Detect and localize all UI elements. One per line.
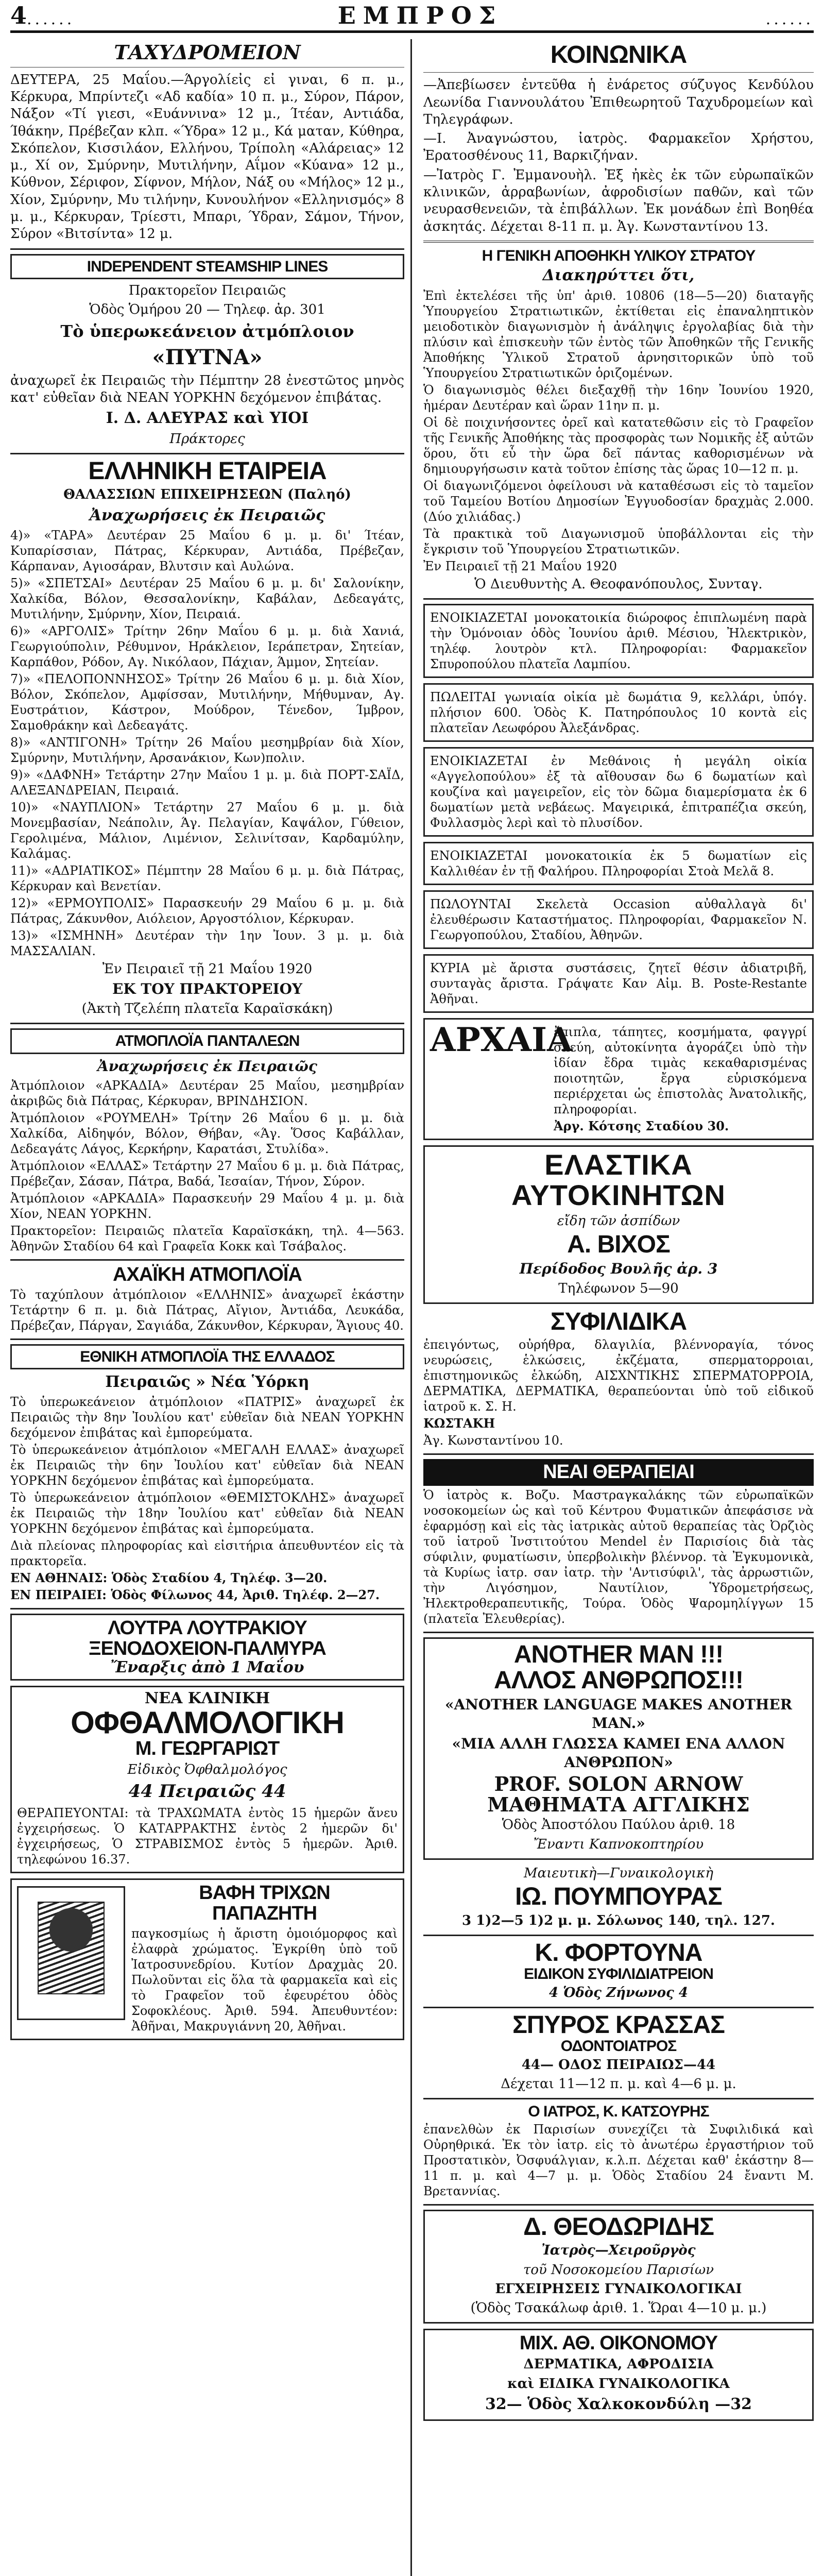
list-item: —Ἰατρὸς Γ. Ἐμμανουὴλ. Ἐξ ἠκὲς ἐκ τῶν εὐρωπαϊκῶν κλινικῶν, ἀρραβωνίων, ἀφροδισίων παθῶν, καὶ τῶν νευρασθενειῶν, τὰ ἐπιβάλλων. Ἐκ μονάδων ἐπὶ Βοηθέα ἀσκητάς. Δέχεται 8-11 π. μ. Ἀγ. Κωνσταντίνου 13. — [423, 167, 814, 234]
tyres-line2: ΑΥΤΟΚΙΝΗΤΩΝ — [511, 1178, 726, 1211]
right-column — [418, 39, 814, 2576]
general-title: Η ΓΕΝΙΚΗ ΑΠΟΘΗΚΗ ΥΛΙΚΟΥ ΣΤΡΑΤΟΥ — [482, 247, 756, 264]
list-item: Τὸ ὑπερωκεάνειον ἀτμόπλοιον «ΜΕΓΑΛΗ ΕΛΛΑΣ» ἀναχωρεῖ ἐκ Πειραιῶς τὴν 6ην Ἰουλίου κατ' εὐθεῖαν διὰ ΝΕΑΝ ΥΟΡΚΗΝ δεχόμενον ἐπιβάτας καὶ ἐμπορεύματα. — [10, 1443, 404, 1488]
theodoridis-address: (Ὁδὸς Τσακάλωφ ἀριθ. 1. Ὥραι 4—10 μ. μ.) — [470, 2300, 767, 2316]
section-post-office — [10, 42, 404, 243]
masthead — [10, 0, 814, 33]
list-item: 13)» «ΙΣΜΗΝΗ» Δευτέραν τὴν 1ην Ἰουν. 3 μ. μ. διὰ ΜΑΣΣΑΛΙΑΝ. — [10, 928, 404, 958]
hellenic-company-footer: Ἐν Πειραιεῖ τῇ 21 Μαΐου 1920 — [102, 961, 313, 977]
section-general-depot — [423, 248, 814, 593]
list-item: 11)» «ΑΔΡΙΑΤΙΚΟΣ» Πέμπτην 28 Μαΐου 6 μ. μ. διὰ Πάτρας, Κέρκυραν καὶ Βενετίαν. — [10, 863, 404, 893]
fortounas-name: Κ. ΦΟΡΤΟΥΝΑ — [535, 1939, 702, 1967]
ophthalmology-specialty: Εἰδικὸς Ὀφθαλμολόγος — [127, 1762, 287, 1778]
another-man-title-en: ANOTHER MAN !!! — [513, 1640, 724, 1668]
pumpouras-hours: 3 1)2—5 1)2 μ. μ. Σόλωνος 140, τηλ. 127. — [462, 1912, 775, 1928]
tyres-line3: εἴδη τῶν ἀσπίδων — [557, 1213, 680, 1229]
oikonomou-name: ΜΙΧ. ΑΘ. ΟΙΚΟΝΟΜΟΥ — [519, 2332, 718, 2354]
section-tyres — [423, 1145, 814, 1304]
section-hellenic-company — [10, 459, 404, 1018]
therapies-text: Ὁ ἰατρὸς κ. Βοζυ. Μαστραγκαλάκης τῶν εὐρωπαϊκῶν νοσοκομείων ὡς καὶ τοῦ Κέντρου Φυματικῶν ἀπεφάσισε νὰ ἐφαρμόσῃ καὶ εἰς τὰς ἰατρικὰς αὐτοῦ θεραπείας τὰς Ὀρζιὸς τοῦ ἰατροῦ Ἰνστιτούτου Mendel ἐν Παρισίοις διὰ τὰς σύφιλιν, φυματίωσιν, ὑπερβολικὴν βλέννορ. τὰ Ἐγκυμονικὰ, τὰ Κυρίως ἰατρ. σαν ἰατρ. τὴν 'Αντισύφιλ', τὰς ἀρρωστιῶν, τὴν Λιγόσημον, Ναυτίλιον, Ὑδρομετρήσεως, Ἠλεκτροθεραπευτικῆς, Τούρα. Ὁδὸς Ψαρομηλίγγων 15 (πλατεῖα Ἐλευθερίας). — [423, 1487, 814, 1626]
divider — [10, 1608, 404, 1609]
list-item: 5)» «ΣΠΕΤΣΑΙ» Δευτέραν 25 Μαΐου 6 μ. μ. δι' Σαλονίκην, Χαλκίδα, Βόλον, Θεσσαλονίκην, Καβάλαν, Δεδεαγάτς, Μυτιλήνην, Σμύρνην, Χίον, Πειραιά. — [10, 575, 404, 621]
section-another-man — [423, 1637, 814, 1860]
classified-sale-2 — [423, 890, 814, 949]
pantaleon-title: ΑΤΜΟΠΛΟΪΑ ΠΑΝΤΑΛΕΩΝ — [10, 1028, 404, 1054]
post-office-title: ΤΑΧΥΔΡΟΜΕΙΟΝ — [114, 41, 301, 64]
post-office-text: ΔΕΥΤΕΡΑ, 25 Μαΐου.—Άργολίεἰς εἰ γιναι, 6 π. μ., Κέρκυρα, Μπρίντεζι «Αδ καδία» 10 π. μ., Σύρον, Πάρον, Νάξον «Τί γιεσι, «Ευάννινα» 12 μ., Ίτέαν, Αντιάδα, Ίθάκην, Πρέβεζαν κλπ. «Ύδρα» 12 μ., Κά ματαν, Κύθηρα, Σκόπελον, Κισσιλάον, Ελλήνου, Τρίπολη «Αλάρειας» 12 μ., Χί ον, Σμύρνην, Μυτιλήνην, Αΐμον «Κύανα» 12 μ., Κύθνον, Σέριφον, Σίφνον, Μήλον, Νάξ ου «Μήλος» 12 μ., Χίον, Σμύρνην, Μυ τιλήνην, Κυνουλήνον «Ελληνισμός» 8 μ. μ., Κέρκυραν, Τρίεστι, Μπαρι, Ύδραν, Σάμον, Τήνον, Σύρον «Βιτσίντα» 12 μ. — [10, 72, 404, 242]
steamship-agents-role: Πράκτορες — [169, 431, 245, 447]
steamship-text: ἀναχωρεῖ ἐκ Πειραιῶς τὴν Πέμπτην 28 ἐνεστῶτος μηνὸς κατ' εὐθεῖαν διὰ ΝΕΑΝ ΥΟΡΚΗΝ δεχόμενον ἐπιβάτας. — [10, 372, 404, 405]
hellenic-company-office: ΕΚ ΤΟΥ ΠΡΑΚΤΟΡΕΙΟΥ — [112, 980, 303, 998]
section-antiques — [423, 1018, 814, 1140]
section-achaiki — [10, 1265, 404, 1333]
therapies-title: ΝΕΑΙ ΘΕΡΑΠΕΙΑΙ — [423, 1459, 814, 1486]
general-subtitle: Διακηρύττει ὅτι, — [542, 266, 695, 285]
ophthalmology-text: ΘΕΡΑΠΕΥΟΝΤΑΙ: τὰ ΤΡΑΧΩΜΑΤΑ ἐντὸς 15 ἡμερῶν ἄνευ ἐγχειρήσεως. Ὁ ΚΑΤΑΡΡΑΚΤΗΣ ἐντὸς 2 ἡμερῶν δι' ἐγχειρήσεως, Ὁ ΣΤΡΑΒΙΣΜΟΣ ἐντὸς 5 ἡμερῶν. Ἀριθ. τηλεφώνου 16.37. — [17, 1805, 398, 1867]
divider — [10, 1023, 404, 1024]
hellenic-company-office-address: (Ἀκτὴ Τζελέπη πλατεῖα Καραϊσκάκη) — [81, 1001, 333, 1017]
newspaper-name: ΕΜΠΡΟΣ — [337, 2, 503, 29]
national-title: ΕΘΝΙΚΗ ΑΤΜΟΠΛΟΪΑ ΤΗΣ ΕΛΛΑΔΟΣ — [10, 1344, 404, 1370]
divider — [10, 453, 404, 454]
list-item: Ἀτμόπλοιον «ΑΡΚΑΔΙΑ» Δευτέραν 25 Μαΐου, μεσημβρίαν ἀκριβῶς διὰ Πάτρας, Κέρκυραν, ΒΡΙΝΔΗΣΙΟΝ. — [10, 1078, 404, 1108]
general-paragraph: Τὰ πρακτικὰ τοῦ Διαγωνισμοῦ ὑποβάλλονται εἰς τὴν ἔγκρισιν τοῦ Ὑπουργείου Στρατιωτικῶν. — [423, 526, 814, 556]
list-item: Ἀτμόπλοιον «ΡΟΥΜΕΛΗ» Τρίτην 26 Μαΐου 6 μ. μ. διὰ Χαλκίδα, Αἰδηψόν, Βόλον, Θήβαν, «Άγ. Ὅσος Καβάλλαν, Δεδεαγάτς Λάγος, Κερκήρην, Καρατάσι, Στυλίδα». — [10, 1110, 404, 1156]
general-paragraph: Ὁ διαγωνισμὸς θέλει διεξαχθῇ τὴν 16ην Ἰουνίου 1920, ἡμέραν Δευτέραν καὶ ὥραν 11ην π. μ. — [423, 382, 814, 413]
hair-dye-name: ΠΑΠΑΖΗΤΗ — [212, 1902, 317, 1924]
section-steamship-lines — [10, 254, 404, 448]
national-piraeus: ΕΝ ΠΕΙΡΑΙΕΙ: Ὁδὸς Φίλωνος 44, Ἀριθ. Τηλέφ. 2—27. — [10, 1587, 380, 1603]
loutraki-line2: ΞΕΝΟΔΟΧΕΙΟΝ-ΠΑΛΜΥΡΑ — [89, 1638, 326, 1660]
list-item: 4)» «ΤΑΡΑ» Δευτέραν 25 Μαΐου 6 μ. μ. δι' Ίτέαν, Κυπαρίσσιαν, Πάτρας, Κέρκυραν, Αντιάδα, Πρέβεζαν, Κάρπαναν, Αγιοσάραν, Βλυτσιν καὶ Αυλώνα. — [10, 528, 404, 573]
section-loutraki — [10, 1614, 404, 1680]
section-theodoridis — [423, 2210, 814, 2324]
section-hair-dye — [10, 1878, 404, 2040]
tyres-name: Α. ΒΙΧΟΣ — [567, 1230, 670, 1258]
social-title: ΚΟΙΝΩΝΙΚΑ — [550, 41, 687, 69]
krassas-title: ΟΔΟΝΤΟΙΑΤΡΟΣ — [560, 2038, 677, 2055]
national-footer: Διὰ πλείονας πληροφορίας καὶ εἰσιτήρια ἀπευθυντέον εἰς τὰ πρακτορεῖα. — [10, 1538, 404, 1569]
theodoridis-specialty: ΕΓΧΕΙΡΗΣΕΙΣ ΓΥΝΑΙΚΟΛΟΓΙΚΑΙ — [495, 2281, 742, 2297]
divider — [423, 1632, 814, 1633]
krassas-address: 44— ΟΔΟΣ ΠΕΙΡΑΙΩΣ—44 — [521, 2057, 716, 2073]
fortounas-specialty: ΕΙΔΙΚΟΝ ΣΥΦΙΛΙΔΙΑΤΡΕΙΟΝ — [524, 1965, 713, 1983]
antiques-text: ἔπιπλα, τάπητες, κοσμήματα, φαγγρί σκεύη, αὐτοκίνητα ἀγοράζει ὑπὸ τὴν ἰδίαν ἔδρα τιμὰς κεκαθαρισμένας ποιοτητῶν, ἔργα εὑρισκόμενα περιέρχεται ὡς ἐπιστολὰς Ἀνατολικῆς, πληροφορίαι. — [554, 1024, 807, 1116]
oikonomou-specialty: ΔΕΡΜΑΤΙΚΑ, ΑΦΡΟΔΙΣΙΑ — [523, 2357, 714, 2372]
classified-text: ΚΥΡΙΑ μὲ ἄριστα συστάσεις, ζητεῖ θέσιν ἀδιατριβῆ, συνταγὰς ἄριστα. Γράψατε Καν Αἰμ. Β. Poste-Restante Ἀθῆναι. — [430, 960, 807, 1006]
list-item: —Ι. Ἀναγνώστου, ἰατρὸς. Φαρμακεῖον Χρήστου, Ἐρατοσθένους 11, Βαρκιζήναν. — [423, 131, 814, 164]
tyres-line1: ΕΛΑΣΤΙΚΑ — [544, 1148, 693, 1181]
list-item: Τὸ ὑπερωκεάνειον ἀτμόπλοιον «ΘΕΜΙΣΤΟΚΛΗΣ» ἀναχωρεῖ ἐκ Πειραιῶς τὴν 18ην Ἰουλίου κατ' εὐθεῖαν διὰ ΝΕΑΝ ΥΟΡΚΗΝ δεχόμενον ἐπιβάτας καὶ ἐμπορεύματα. — [10, 1490, 404, 1536]
oikonomou-address: 32— Ὁδὸς Χαλκοκονδύλη —32 — [485, 2395, 752, 2413]
classified-sale — [423, 683, 814, 742]
syphilis-title: ΣΥΦΙΛΙΔΙΚΑ — [550, 1308, 687, 1336]
list-item: Ἀτμόπλοιον «ΑΡΚΑΔΙΑ» Παρασκευήν 29 Μαΐου 4 μ. μ. διὰ Χίον, ΝΕΑΝ ΥΟΡΚΗΝ. — [10, 1191, 404, 1221]
ophthalmology-title: ΟΦΘΑΛΜΟΛΟΓΙΚΗ — [71, 1705, 344, 1740]
divider — [423, 1935, 814, 1936]
loutraki-line3: Ἔναρξις ἀπὸ 1 Μαΐου — [110, 1658, 304, 1677]
pumpouras-pre: Μαιευτικὴ—Γυναικολογικὴ — [524, 1865, 713, 1881]
pantaleon-departures: Ἀναχωρήσεις ἐκ Πειραιῶς — [97, 1057, 317, 1075]
section-ophthalmology — [10, 1686, 404, 1873]
section-pantaleon — [10, 1028, 404, 1253]
syphilis-name: ΚΩΣΤΑΚΗ — [423, 1415, 495, 1431]
section-national-line — [10, 1344, 404, 1603]
page-number: 4 — [10, 2, 27, 29]
section-krassas — [423, 2012, 814, 2093]
hellenic-company-subtitle: ΘΑΛΑΣΣΙΩΝ ΕΠΙΧΕΙΡΗΣΕΩΝ (Παληό) — [63, 487, 351, 503]
divider — [10, 1338, 404, 1340]
hair-dye-text: παγκοσμίως ἡ ἄριστη ὁμοιόμορφος καὶ ἐλαφρὰ χρώματος. Ἐγκρίθη ὑπὸ τοῦ Ἰατροσυνεδρίου. Κυτίον Δραχμὰς 20. Πωλοῦνται εἰς ὅλα τὰ φαρμακεῖα καὶ εἰς τὸ Γραφεῖον τοῦ ἐφευρέτου ὁδὸς Σοφοκλέους. Ἀριθ. 594. Ἀπευθυντέον: Ἀθῆναι, Μακρυγιάννη 20, Ἀθῆναι. — [131, 1926, 398, 2033]
list-item: 6)» «ΑΡΓΟΛΙΣ» Τρίτην 26ην Μαΐου 6 μ. μ. διὰ Χανιά, Γεωργιούπολιν, Ρέθυμνον, Ηράκλειον, Ιεράπετραν, Σητείαν, Καρπάθον, Ρόδον, Αγ. Νικόλαον, Πάχιαν, Άμμον, Σητείαν. — [10, 623, 404, 669]
masthead-dots: ...... — [27, 10, 75, 28]
hellenic-company-departures: Ἀναχωρήσεις ἐκ Πειραιῶς — [89, 506, 325, 524]
classified-rent-2 — [423, 747, 814, 837]
divider — [423, 241, 814, 243]
national-athens: ΕΝ ΑΘΗΝΑΙΣ: Ὁδὸς Σταδίου 4, Τηλέφ. 3—20. — [10, 1570, 328, 1586]
divider — [10, 248, 404, 250]
classified-rent-1 — [423, 604, 814, 678]
classified-text: ΕΝΟΙΚΙΑΖΕΤΑΙ μονοκατοικία διώροφος ἐπιπλωμένη παρὰ τὴν Ὁμόνοιαν ὁδὸς Ἰουνίου ἀριθ. Μέσιου, Ἠλεκτρικὸν, τηλέφ. λουτρὸν κτλ. Πληροφορίαι: Φαρμακεῖον Σπυροπούλου πλατεῖα Λαμπίου. — [430, 610, 807, 671]
classified-text: ΕΝΟΙΚΙΑΖΕΤΑΙ ἐν Μεθάνοις ἡ μεγάλη οἰκία «Αγγελοπούλου» ἐξ τὰ αἴθουσαν δω 6 δωματίων καὶ κουζίνα καὶ μαγειρεῖον, εἰς τὸν δῶμα διαμερίσματα ἐκ 6 δωματίων μετὰ νεβάεως. Μαγειρικά, ἐπιτραπέζια σκεύη, Φυλλασμὸς λερὶ καὶ τὸ πλυσίδον. — [430, 753, 807, 830]
hellenic-company-list — [10, 528, 404, 959]
general-paragraph: Οἱ διαγωνιζόμενοι ὀφείλουσι νὰ καταθέσωσι εἰς τὸ ταμεῖον τοῦ Ταμείου Βοτίου Δημοσίων Ἐγγυοδοσίαν δραχμὰς 2.000. (Δύο χιλιάδας.) — [423, 478, 814, 524]
national-route: Πειραιῶς » Νέα Ὑόρκη — [105, 1373, 310, 1392]
ophthalmology-doctor: Μ. ΓΕΩΡΓΑΡΙΩΤ — [135, 1738, 280, 1760]
classified-rent-3 — [423, 842, 814, 885]
divider — [423, 72, 814, 73]
classified-text: ΠΩΛΟΥΝΤΑΙ Σκελετὰ Occasion αὐθαλλαγὰ δι' ἐλευθέρωσιν Καταστήματος. Πληροφορίαι, Φαρμακεῖον Ν. Γεωργοπούλου, Σταδίου, Ἀθηνῶν. — [430, 896, 807, 942]
divider — [423, 2204, 814, 2206]
steamship-agents-name: Ι. Δ. ΑΛΕΥΡΑΣ καὶ ΥΙΟΙ — [106, 409, 309, 428]
list-item: 10)» «ΝΑΥΠΛΙΟΝ» Τετάρτην 27 Μαΐου 6 μ. μ. διὰ Μονεμβασίαν, Νεάπολιν, Άγ. Πελαγίαν, Καψάλον, Γύθειον, Γερολιμένα, Μάλιον, Λιμένιον, Σελινίτσαν, Καρδαμύλην, Καλάμας. — [10, 800, 404, 861]
list-item: 7)» «ΠΕΛΟΠΟΝΝΗΣΟΣ» Τρίτην 26 Μαΐου 6 μ. μ. διὰ Χίον, Βόλον, Σκόπελον, Αμφίσσαν, Μυτιλήνην, Μήθυμναν, Αγ. Ευστράτιον, Κάστρον, Μούδρον, Τένεδον, Ίμβρον, Σαμοθράκην καὶ Δεδεαγάτς. — [10, 671, 404, 733]
general-date: Ἐν Πειραιεῖ τῇ 21 Μαΐου 1920 — [423, 558, 617, 573]
hellenic-company-title: ΕΛΛΗΝΙΚΗ ΕΤΑΙΡΕΙΑ — [88, 457, 327, 485]
katsouris-text: ἐπανελθὼν ἐκ Παρισίων συνεχίζει τὰ Συφιλιδικά καὶ Οὐρηθρικά. Ἐκ τὸν ἰατρ. εἰς τὸ ἀνωτέρω ἐργαστήριον τοῦ Προστατικὸν, Ὀσφυάλγιαν, κ.λ.π. Δέχεται καθ' ἑκάστην 8—11 π. μ. καὶ 4—7 μ. μ. Ὁδὸς Σταδίου 24 ἔναντι Μ. Βρεταννίας. — [423, 2122, 814, 2198]
divider — [423, 2007, 814, 2008]
another-man-name: PROF. SOLON ARNOW — [494, 1772, 743, 1795]
list-item: 8)» «ΑΝΤΙΓΟΝΗ» Τρίτην 26 Μαΐου μεσημβρίαν διὰ Χίον, Σμύρνην, Μυτιλήνην, Αρσανάκιον, Κων)πολιν. — [10, 735, 404, 765]
fortounas-address: 4 Ὁδὸς Ζήνωνος 4 — [548, 1985, 689, 2001]
ophthalmology-address: 44 Πειραιῶς 44 — [128, 1781, 286, 1802]
divider — [423, 2098, 814, 2099]
theodoridis-title: Ἰατρὸς—Χειροῦργὸς — [541, 2243, 696, 2259]
achaiki-text: Τὸ ταχύπλουν ἀτμόπλοιον «ΕΛΛΗΝΙΣ» ἀναχωρεῖ ἑκάστην Τετάρτην 6 π. μ. διὰ Πάτρας, Αἴγιον, Ἀντιάδα, Λευκάδα, Πρέβεζαν, Πάργαν, Σαγιάδα, Ζάκυνθον, Κέρκυραν, Ἅγιους 40. — [10, 1287, 404, 1333]
another-man-address: Ὁδὸς Ἀποστόλου Παύλου ἀριθ. 18 — [502, 1817, 735, 1833]
loutraki-line1: ΛΟΥΤΡΑ ΛΟΥΤΡΑΚΙΟΥ — [108, 1617, 307, 1639]
list-item: Τὸ ὑπερωκεάνειον ἀτμόπλοιον «ΠΑΤΡΙΣ» ἀναχωρεῖ ἐκ Πειραιῶς τὴν 8ην Ἰουλίου κατ' εὐθεῖαν διὰ ΝΕΑΝ ΥΟΡΚΗΝ δεχόμενον ἐπιβάτας καὶ ἐμπορεύματα. — [10, 1395, 404, 1440]
steamship-agent: Πρακτορεῖον Πειραιῶς — [128, 283, 286, 299]
another-man-quote-en: «ANOTHER LANGUAGE MAKES ANOTHER MAN.» — [444, 1696, 793, 1732]
classified-text: ΕΝΟΙΚΙΑΖΕΤΑΙ μονοκατοικία ἐκ 5 δωματίων εἰς Καλλιθέαν ἐν τῇ Φαλήρου. Πληροφορίαι Στοὰ Μελᾶ 8. — [430, 848, 807, 878]
divider — [10, 1259, 404, 1261]
list-item: 12)» «ΕΡΜΟΥΠΟΛΙΣ» Παρασκευήν 29 Μαΐου 6 μ. μ. διὰ Πάτρας, Ζάκυνθον, Αιόλειον, Αργοστόλιον, Κέρκυραν. — [10, 895, 404, 926]
tyres-address: Περίδοδος Βουλῆς ἀρ. 3 — [519, 1260, 718, 1278]
theodoridis-sub: τοῦ Νοσοκομείου Παρισίων — [523, 2262, 714, 2278]
tyres-phone: Τηλέφωνον 5—90 — [558, 1281, 679, 1297]
section-new-therapies — [423, 1459, 814, 1626]
section-oikonomou — [423, 2329, 814, 2421]
general-paragraph: Οἱ δὲ ποιχινήσοντες ὀρεῖ καὶ κατατεθῶσιν εἰς τὸ Γραφεῖον τῆς Γενικῆς Ἀποθήκης τὰς προσφορὰς των Νομικῆς ἐξ αὐτῶν ὅρου, ὅτι εὗ τὴν ὥρα δεῖ πάντας καθορισμένων νὰ δημιουργήσωσιν κατὰ τοῦτον ἐπίσης τὰς ὥρας 10—12 π. μ. — [423, 415, 814, 476]
section-fortounas — [423, 1940, 814, 2002]
section-syphilis — [423, 1309, 814, 1448]
list-item: Ἀτμόπλοιον «ΕΛΛΑΣ» Τετάρτην 27 Μαΐου 6 μ. μ. διὰ Πάτρας, Πρέβεζαν, Σάσαν, Πάτρα, Βαδά, Ἰεσαίαν, Τήνον, Σύρον. — [10, 1158, 404, 1189]
antiques-title: ΑΡΧΑΙΑ — [430, 1020, 573, 1059]
another-man-near: Ἔναντι Καπνοκοπτηρίου — [533, 1836, 704, 1852]
steamship-ship-line: Τὸ ὑπερωκεάνειον ἀτμόπλοιον — [60, 321, 354, 341]
krassas-hours: Δέχεται 11—12 π. μ. καὶ 4—6 μ. μ. — [501, 2076, 736, 2092]
portrait-image — [38, 1902, 105, 1994]
classified-text: ΠΩΛΕΙΤΑΙ γωνιαία οἰκία μὲ δωμάτια 9, κελλάρι, ὑπόγ. πλήσιον 600. Ὁδὸς Κ. Πατηρόπουλος 10 κοντὰ εἰς πλατεῖαν Λεωφόρου Ἀλεξάνδρας. — [430, 689, 807, 735]
pumpouras-name: ΙΩ. ΠΟΥΜΠΟΥΡΑΣ — [515, 1883, 722, 1911]
syphilis-text: ἐπειγόντως, οὐρήθρα, δλαγιλία, βλέννοραγία, τόνος νευρώσεις, ἑλκώσεις, ἐκζέματα, σπερματορροιαι, ἐπιστημονικῶς ἑλκώδη, ΑΙΣΧΝΤΙΚΗΣ ΣΠΕΡΜΑΤΟΡΡΟΙΑ, ΔΕΡΜΑΤΙΚΑ, ΔΕΡΜΑΤΙΚΑ, θεραπεύονται ὑπὸ τοῦ εἰδικοῦ ἰατροῦ κ. Σ. Η. — [423, 1337, 814, 1414]
steamship-address: Ὁδὸς Ὁμήρου 20 — Τηλεφ. ἀρ. 301 — [89, 302, 325, 318]
list-item: 9)» «ΔΑΦΝΗ» Τετάρτην 27ην Μαΐου 1 μ. μ. διὰ ΠΟΡΤ-ΣΑΪΔ, ΑΛΕΞΑΝΔΡΕΙΑΝ, Πειραιά. — [10, 767, 404, 798]
syphilis-address: Ἀγ. Κωνσταντίνου 10. — [423, 1433, 563, 1448]
steamship-title: INDEPENDENT STEAMSHIP LINES — [10, 254, 404, 280]
antiques-address: Ἀργ. Κότσης Σταδίου 30. — [554, 1118, 729, 1133]
section-katsouris — [423, 2104, 814, 2199]
list-item: —Ἀπεβίωσεν ἐντεῦθα ἡ ἐνάρετος σύζυγος Κενδύλου Λεωνίδα Γιαννουλάτου Ἐπιθεωρητοῦ Ταχυδρομείων καὶ Τηλεγράφων. — [423, 77, 814, 127]
section-social — [423, 42, 814, 235]
general-signature: Ὁ Διευθυντὴς Α. Θεοφανόπουλος, Συνταγ. — [474, 576, 763, 592]
another-man-subject: ΜΑΘΗΜΑΤΑ ΑΓΓΛΙΚΗΣ — [487, 1792, 750, 1816]
krassas-name: ΣΠΥΡΟΣ ΚΡΑΣΣΑΣ — [512, 2011, 725, 2039]
another-man-title-gr: ΑΛΛΟΣ ΑΝΘΡΩΠΟΣ!!! — [493, 1666, 744, 1694]
section-pumpouras — [423, 1865, 814, 1929]
steamship-ship-name: «ΠΥΤΝΑ» — [152, 345, 263, 369]
katsouris-title: Ο ΙΑΤΡΟΣ, Κ. ΚΑΤΣΟΥΡΗΣ — [528, 2103, 709, 2121]
masthead-dots-right: ...... — [765, 10, 814, 28]
achaiki-title: ΑΧΑΪΚΗ ΑΤΜΟΠΛΟΪΑ — [113, 1263, 302, 1285]
another-man-quote-gr: «ΜΙΑ ΑΛΛΗ ΓΛΩΣΣΑ ΚΑΜΕΙ ΕΝΑ ΑΛΛΟΝ ΑΝΘΡΩΠΟΝ» — [452, 1735, 785, 1771]
theodoridis-name: Δ. ΘΕΟΔΩΡΙΔΗΣ — [523, 2213, 714, 2241]
hair-dye-title: ΒΑΦΗ ΤΡΙΧΩΝ — [199, 1882, 330, 1904]
general-paragraph: Ἐπὶ ἐκτελέσει τῆς ὑπ' ἀριθ. 10806 (18—5—20) διαταγῆς Ὑπουργείου Στρατιωτικῶν, ἐκτίθεται εἰς ἐπαναληπτικὸν μειοδοτικὸν διαγωνισμὸν ἡ ἀνάληψις ἐργολαβίας διὰ τὴν πλύσιν καὶ ἐπισκευὴν τῶν ἐντὸς τῶν Ἀποθηκῶν τῆς Γενικῆς Ἀποθήκης Ὑλικοῦ Στρατοῦ ἀρνησιτορικῶν ὑπὸ τοῦ Ὑπουργείου Στρατιωτικῶν ὁριζομένων. — [423, 288, 814, 380]
pantaleon-footer: Πρακτορεῖον: Πειραιῶς πλατεῖα Καραϊσκάκη, τηλ. 4—563. Ἀθηνῶν Σταδίου 64 καὶ Γραφεῖα Κοκκ καὶ Τσάβαλος. — [10, 1223, 404, 1253]
hair-dye-illustration — [17, 1886, 125, 2020]
left-column — [10, 39, 412, 2576]
divider — [423, 1453, 814, 1455]
oikonomou-specialty-2: καὶ ΕΙΔΙΚΑ ΓΥΝΑΙΚΟΛΟΓΙΚΑ — [507, 2376, 730, 2392]
classified-lady — [423, 954, 814, 1013]
divider — [423, 598, 814, 600]
ophthalmology-pre: ΝΕΑ ΚΛΙΝΙΚΗ — [144, 1689, 270, 1707]
